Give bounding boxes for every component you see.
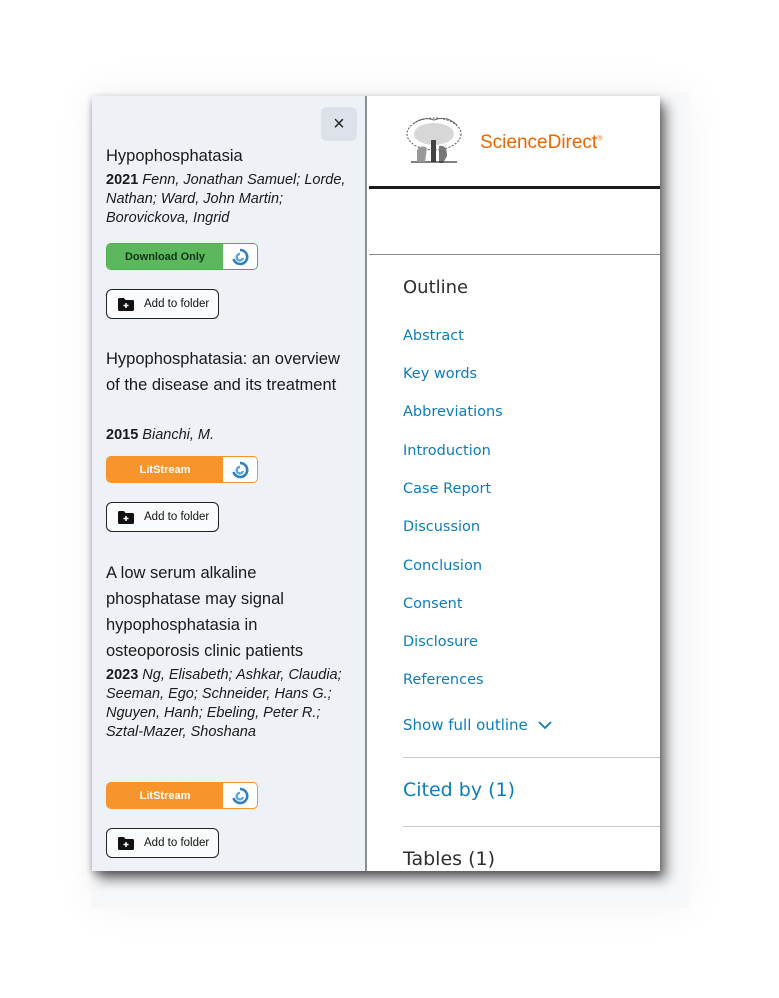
add-to-folder-label: Add to folder	[144, 298, 210, 310]
article-title[interactable]: Hypophosphatasia: an overview of the disease and its treatment	[106, 350, 340, 394]
divider	[403, 826, 660, 827]
add-to-folder-button[interactable]	[106, 289, 219, 319]
access-label: LitStream	[107, 457, 223, 482]
article-year: 2015	[106, 427, 139, 443]
article-meta	[106, 171, 351, 228]
outline-link-abstract[interactable]: Abstract	[403, 328, 464, 344]
access-label: Download Only	[107, 244, 223, 269]
article-toolbar	[369, 189, 660, 255]
outline-link-disclosure[interactable]: Disclosure	[403, 634, 478, 650]
add-to-folder-label: Add to folder	[144, 837, 210, 849]
outline-link-case-report[interactable]: Case Report	[403, 481, 492, 497]
article-year: 2023	[106, 667, 139, 683]
site-header	[369, 96, 660, 189]
article-authors: Ng, Elisabeth; Ashkar, Claudia; Seeman, Ego; Schneider, Hans G.; Nguyen, Hanh; Ebeling, Peter R.; Sztal-Mazer, Shoshana	[106, 667, 342, 740]
side-panel	[92, 96, 367, 871]
close-icon: ×	[333, 113, 345, 135]
article-authors: Bianchi, M.	[142, 427, 215, 443]
article-meta	[106, 426, 351, 445]
app-window	[92, 96, 660, 871]
article-meta	[106, 666, 351, 742]
outline-link-key-words[interactable]: Key words	[403, 366, 478, 382]
article-title[interactable]: A low serum alkaline phosphatase may signal hypophosphatasia in osteoporosis clinic patients	[106, 564, 304, 660]
litstream-button[interactable]	[106, 782, 258, 809]
brand-mark: ®	[597, 135, 603, 143]
article-year: 2021	[106, 172, 139, 188]
sciencedirect-brand[interactable]	[480, 132, 602, 154]
outline-link-consent[interactable]: Consent	[403, 596, 463, 612]
outline-link-introduction[interactable]: Introduction	[403, 443, 491, 459]
outline-link-abbreviations[interactable]: Abbreviations	[403, 404, 503, 420]
cited-by-link[interactable]: Cited by (1)	[403, 779, 516, 801]
add-to-folder-button[interactable]	[106, 828, 219, 858]
brand-name: ScienceDirect	[480, 132, 598, 153]
litstream-swirl-icon	[223, 244, 257, 269]
divider	[403, 757, 660, 758]
close-button[interactable]	[321, 107, 357, 141]
folder-plus-icon	[118, 298, 134, 311]
outline-heading: Outline	[403, 277, 469, 298]
elsevier-tree-logo[interactable]	[403, 116, 465, 168]
litstream-swirl-icon	[223, 783, 257, 808]
show-full-outline-label: Show full outline	[403, 716, 528, 734]
outline-link-references[interactable]: References	[403, 672, 484, 688]
litstream-button[interactable]	[106, 456, 258, 483]
add-to-folder-label: Add to folder	[144, 511, 210, 523]
tables-section[interactable]: Tables (1)	[403, 848, 495, 870]
folder-plus-icon	[118, 837, 134, 850]
article-authors: Fenn, Jonathan Samuel; Lorde, Nathan; Ward, John Martin; Borovickova, Ingrid	[106, 172, 346, 226]
chevron-down-icon	[537, 720, 553, 730]
download-only-button[interactable]	[106, 243, 258, 270]
article-title[interactable]: Hypophosphatasia	[106, 147, 243, 165]
litstream-swirl-icon	[223, 457, 257, 482]
add-to-folder-button[interactable]	[106, 502, 219, 532]
access-label: LitStream	[107, 783, 223, 808]
show-full-outline-button[interactable]	[403, 716, 553, 734]
outline-link-conclusion[interactable]: Conclusion	[403, 558, 483, 574]
outline-link-discussion[interactable]: Discussion	[403, 519, 481, 535]
folder-plus-icon	[118, 511, 134, 524]
